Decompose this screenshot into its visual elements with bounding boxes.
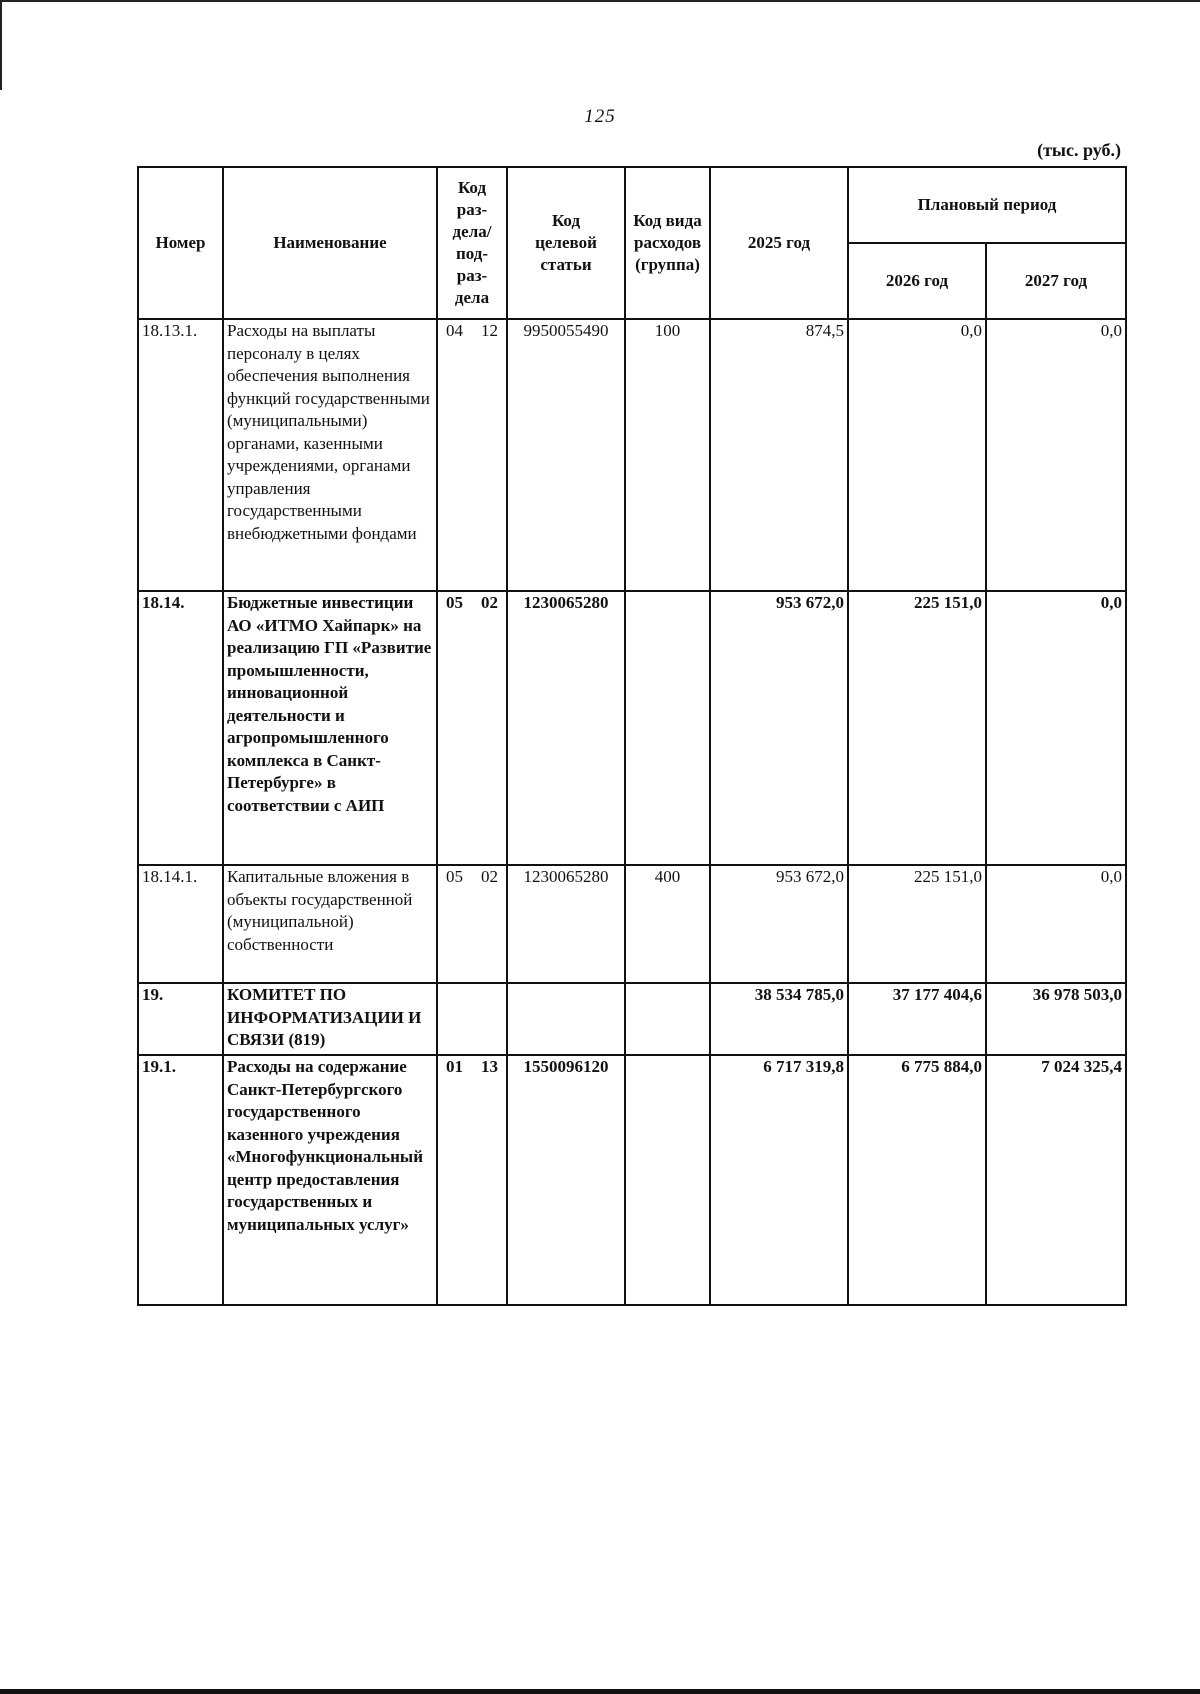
razdel-code: 01: [446, 1057, 463, 1076]
scan-edge-bottom: [0, 1689, 1200, 1694]
podrazdel-code: 02: [481, 867, 498, 886]
podrazdel-code: 12: [481, 321, 498, 340]
header-razdel-line: раз-: [456, 266, 488, 285]
header-plan-period: Плановый период: [848, 167, 1126, 243]
row-razdel: [437, 319, 507, 591]
row-target-code: [507, 983, 625, 1055]
row-target-code: 9950055490: [507, 319, 625, 591]
row-target-code: 1230065280: [507, 591, 625, 865]
header-target-line: статьи: [540, 255, 592, 274]
header-expense-type: [625, 167, 710, 319]
header-vid-line: Код вида: [633, 211, 702, 230]
budget-table: [137, 166, 1127, 1306]
header-razdel: [437, 167, 507, 319]
header-2025: 2025 год: [710, 167, 848, 319]
row-2027: 7 024 325,4: [986, 1055, 1126, 1305]
row-2026: 37 177 404,6: [848, 983, 986, 1055]
row-razdel: [437, 591, 507, 865]
row-expense-type: [625, 1055, 710, 1305]
table-row: [138, 1055, 1126, 1305]
row-target-code: 1550096120: [507, 1055, 625, 1305]
header-2026: 2026 год: [848, 243, 986, 319]
header-target-line: целевой: [535, 233, 597, 252]
row-number: 18.13.1.: [138, 319, 223, 591]
row-2025: 953 672,0: [710, 865, 848, 983]
row-number: 18.14.1.: [138, 865, 223, 983]
row-expense-type: 400: [625, 865, 710, 983]
header-razdel-line: Код: [457, 178, 487, 197]
row-2026: 0,0: [848, 319, 986, 591]
row-expense-type: [625, 983, 710, 1055]
scan-edge-left: [0, 0, 2, 90]
row-2025: 874,5: [710, 319, 848, 591]
row-expense-type: [625, 591, 710, 865]
row-2027: 0,0: [986, 319, 1126, 591]
row-2025: 38 534 785,0: [710, 983, 848, 1055]
razdel-code: 04: [446, 321, 463, 340]
header-razdel-line: дела/: [452, 222, 492, 241]
header-target-code: [507, 167, 625, 319]
row-2026: 6 775 884,0: [848, 1055, 986, 1305]
row-2027: 0,0: [986, 865, 1126, 983]
razdel-code: 05: [446, 867, 463, 886]
row-2025: 6 717 319,8: [710, 1055, 848, 1305]
header-razdel-line: под-: [455, 244, 489, 263]
row-2027: 36 978 503,0: [986, 983, 1126, 1055]
row-name: Расходы на содержание Санкт-Петербургского государственного казенного учреждения «Многофункциональный центр предоставления государственных и муниципальных услуг»: [223, 1055, 437, 1305]
row-razdel: [437, 983, 507, 1055]
header-target-line: Код: [551, 211, 581, 230]
header-razdel-line: дела: [454, 288, 490, 307]
page-number: 125: [584, 106, 616, 127]
row-expense-type: 100: [625, 319, 710, 591]
row-razdel: [437, 1055, 507, 1305]
header-number: Номер: [138, 167, 223, 319]
header-razdel-line: раз-: [456, 200, 488, 219]
row-target-code: 1230065280: [507, 865, 625, 983]
row-2026: 225 151,0: [848, 591, 986, 865]
row-name: Бюджетные инвестиции АО «ИТМО Хайпарк» на реализацию ГП «Развитие промышленности, инновационной деятельности и агропромышленного комплекса в Санкт-Петербурге» в соответствии с АИП: [223, 591, 437, 865]
header-vid-line: (группа): [635, 255, 700, 274]
row-name: Капитальные вложения в объекты государственной (муниципальной) собственности: [223, 865, 437, 983]
podrazdel-code: 02: [481, 593, 498, 612]
header-vid-line: расходов: [634, 233, 701, 252]
scan-edge-top: [0, 0, 1200, 2]
table-row: [138, 319, 1126, 591]
header-name: Наименование: [223, 167, 437, 319]
podrazdel-code: 13: [481, 1057, 498, 1076]
unit-label: (тыс. руб.): [1037, 140, 1121, 160]
row-number: 18.14.: [138, 591, 223, 865]
table-row: [138, 983, 1126, 1055]
row-2025: 953 672,0: [710, 591, 848, 865]
row-name: КОМИТЕТ ПО ИНФОРМАТИЗАЦИИ И СВЯЗИ (819): [223, 983, 437, 1055]
table-row: [138, 865, 1126, 983]
header-2027: 2027 год: [986, 243, 1126, 319]
row-name: Расходы на выплаты персоналу в целях обеспечения выполнения функций государственными (муниципальными) органами, казенными учреждениями, органами управления государственными внебюджетными фондами: [223, 319, 437, 591]
row-razdel: [437, 865, 507, 983]
row-number: 19.: [138, 983, 223, 1055]
row-2026: 225 151,0: [848, 865, 986, 983]
table-row: [138, 591, 1126, 865]
row-number: 19.1.: [138, 1055, 223, 1305]
row-2027: 0,0: [986, 591, 1126, 865]
razdel-code: 05: [446, 593, 463, 612]
